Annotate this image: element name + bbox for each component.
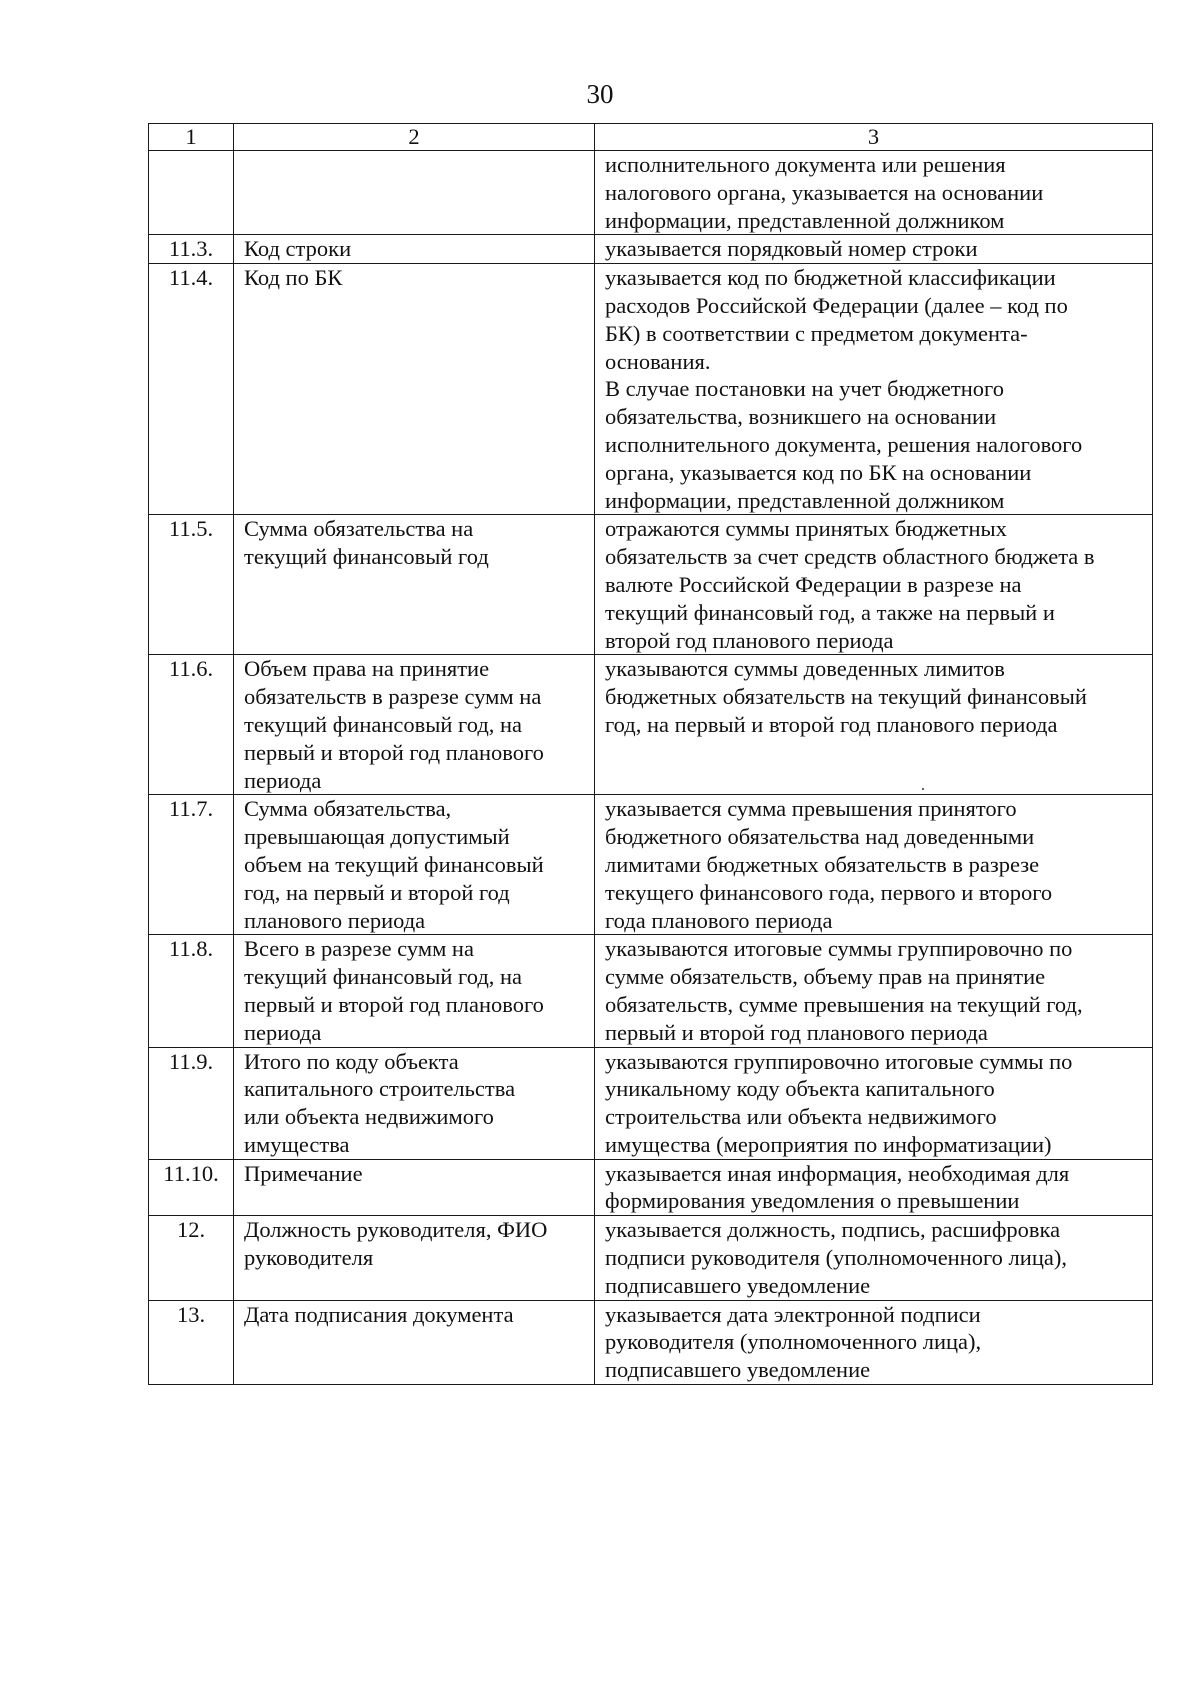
row-number-cell: 12. <box>149 1216 234 1300</box>
field-description-line: года планового периода <box>605 907 833 933</box>
row-number-cell: 11.5. <box>149 515 234 655</box>
field-name-line: первый и второй год планового <box>244 739 544 765</box>
field-description-line: имущества (мероприятия по информатизации) <box>605 1131 1052 1157</box>
row-number-cell: 11.3. <box>149 235 234 264</box>
field-description-line: указывается должность, подпись, расшифровка <box>605 1217 1061 1243</box>
field-description-line: бюджетного обязательства над доведенными <box>605 824 1035 850</box>
row-number-cell <box>149 151 234 235</box>
table-row <box>149 515 1153 655</box>
field-description-line: лимитами бюджетных обязательств в разрезе <box>605 851 1040 877</box>
field-description-line: указывается порядковый номер строки <box>605 236 978 262</box>
field-description-cell <box>595 1216 1153 1300</box>
field-description-line: руководителя (уполномоченного лица), <box>605 1329 982 1355</box>
row-number-cell: 13. <box>149 1300 234 1384</box>
field-description-line: подписавшего уведомление <box>605 1357 871 1383</box>
field-description-cell <box>595 1047 1153 1159</box>
field-description-line: указываются группировочно итоговые суммы по <box>605 1048 1073 1074</box>
field-description-line: подписи руководителя (уполномоченного лица), <box>605 1245 1067 1271</box>
field-name-line: Примечание <box>244 1160 363 1186</box>
field-name-line: текущий финансовый год <box>244 544 489 570</box>
field-name-line: Сумма обязательства, <box>244 796 452 822</box>
field-description-line: первый и второй год планового периода <box>605 1019 988 1045</box>
field-description-line: расходов Российской Федерации (далее – код по <box>605 292 1068 318</box>
field-description-line: указываются суммы доведенных лимитов <box>605 656 1005 682</box>
field-description-line: указывается сумма превышения принятого <box>605 796 1017 822</box>
page-number: 30 <box>586 79 614 109</box>
field-description-cell <box>595 1300 1153 1384</box>
table-row <box>149 1047 1153 1159</box>
field-description-line: год, на первый и второй год планового периода <box>605 711 1058 737</box>
field-name-cell <box>234 235 595 264</box>
field-description-line: обязательства, возникшего на основании <box>605 404 997 430</box>
table-row <box>149 151 1153 235</box>
field-description-line: отражаются суммы принятых бюджетных <box>605 516 1007 542</box>
field-name-line: Итого по коду объекта <box>244 1048 459 1074</box>
field-name-line: Должность руководителя, ФИО <box>244 1217 548 1243</box>
field-description-line: БК) в соответствии с предметом документа- <box>605 320 1028 346</box>
field-name-line: Код по БК <box>244 265 343 291</box>
field-name-cell <box>234 1047 595 1159</box>
field-name-line: Объем права на принятие <box>244 656 490 682</box>
field-description-line: строительства или объекта недвижимого <box>605 1104 997 1130</box>
field-description-line: налогового органа, указывается на основании <box>605 179 1044 205</box>
field-name-cell <box>234 1300 595 1384</box>
field-description-cell <box>595 795 1153 935</box>
field-description-cell <box>595 151 1153 235</box>
field-name-line: текущий финансовый год, на <box>244 711 523 737</box>
field-name-line: объем на текущий финансовый <box>244 851 544 877</box>
header-cell-3: 3 <box>595 124 1153 151</box>
field-name-cell <box>234 655 595 795</box>
row-number-cell: 11.9. <box>149 1047 234 1159</box>
row-number-cell: 11.10. <box>149 1159 234 1216</box>
field-description-cell <box>595 935 1153 1047</box>
field-description-line: бюджетных обязательств на текущий финансовый <box>605 684 1087 710</box>
field-description-line: подписавшего уведомление <box>605 1272 871 1298</box>
field-description-line: указывается иная информация, необходимая для <box>605 1160 1070 1186</box>
field-name-line: превышающая допустимый <box>244 824 510 850</box>
table-body <box>149 124 1153 1385</box>
field-name-line: капитального строительства <box>244 1076 516 1102</box>
field-name-line: Всего в разрезе сумм на <box>244 936 474 962</box>
field-description-line: исполнительного документа, решения налогового <box>605 431 1083 457</box>
field-name-line: имущества <box>244 1131 350 1157</box>
field-name-line: периода <box>244 1019 322 1045</box>
table-row <box>149 1300 1153 1384</box>
table-header-row <box>149 124 1153 151</box>
table-row <box>149 235 1153 264</box>
field-description-line: обязательств, сумме превышения на текущий год, <box>605 991 1083 1017</box>
field-name-cell <box>234 795 595 935</box>
field-name-line: планового периода <box>244 907 426 933</box>
field-name-line: периода <box>244 767 322 793</box>
row-number-cell: 11.8. <box>149 935 234 1047</box>
field-name-line: год, на первый и второй год <box>244 879 510 905</box>
row-number-cell: 11.6. <box>149 655 234 795</box>
field-description-line: формирования уведомления о превышении <box>605 1188 1020 1214</box>
scan-speck <box>922 788 924 790</box>
field-name-cell <box>234 935 595 1047</box>
table-row <box>149 935 1153 1047</box>
field-description-line: основания. <box>605 348 711 374</box>
field-description-cell <box>595 264 1153 515</box>
field-description-cell <box>595 515 1153 655</box>
field-name-cell <box>234 264 595 515</box>
field-description-cell <box>595 1159 1153 1216</box>
field-name-line: обязательств в разрезе сумм на <box>244 684 542 710</box>
field-name-line: или объекта недвижимого <box>244 1104 494 1130</box>
field-name-line: руководителя <box>244 1245 374 1271</box>
field-description-line: указываются итоговые суммы группировочно по <box>605 936 1073 962</box>
document-table <box>148 123 1153 1385</box>
field-name-cell <box>234 151 595 235</box>
field-name-cell <box>234 515 595 655</box>
field-description-line: органа, указывается код по БК на основании <box>605 459 1032 485</box>
field-description-line: текущего финансового года, первого и второго <box>605 879 1053 905</box>
field-name-line: Сумма обязательства на <box>244 516 474 542</box>
table-row <box>149 655 1153 795</box>
field-description-line: текущий финансовый год, а также на первый и <box>605 599 1055 625</box>
header-cell-1: 1 <box>149 124 234 151</box>
row-number-cell: 11.7. <box>149 795 234 935</box>
header-cell-2: 2 <box>234 124 595 151</box>
field-name-cell <box>234 1159 595 1216</box>
field-description-line: информации, представленной должником <box>605 207 1005 233</box>
field-name-line: текущий финансовый год, на <box>244 964 523 990</box>
field-description-line: второй год планового периода <box>605 627 894 653</box>
field-description-line: исполнительного документа или решения <box>605 152 1006 177</box>
field-description-line: информации, представленной должником <box>605 487 1005 513</box>
table-row <box>149 795 1153 935</box>
field-name-line: Дата подписания документа <box>244 1301 514 1327</box>
table-row <box>149 1216 1153 1300</box>
field-description-line: уникальному коду объекта капитального <box>605 1076 995 1102</box>
field-name-line: первый и второй год планового <box>244 991 544 1017</box>
row-number-cell: 11.4. <box>149 264 234 515</box>
field-name-line: Код строки <box>244 236 352 262</box>
field-description-line: сумме обязательств, объему прав на принятие <box>605 964 1046 990</box>
field-description-cell <box>595 655 1153 795</box>
field-description-cell <box>595 235 1153 264</box>
field-description-line: указывается код по бюджетной классификации <box>605 265 1056 291</box>
field-name-cell <box>234 1216 595 1300</box>
field-description-line: В случае постановки на учет бюджетного <box>605 376 1004 402</box>
field-description-line: валюте Российской Федерации в разрезе на <box>605 571 1022 597</box>
table-row <box>149 264 1153 515</box>
field-description-line: обязательств за счет средств областного бюджета в <box>605 544 1095 570</box>
field-description-line: указывается дата электронной подписи <box>605 1301 981 1327</box>
table-row <box>149 1159 1153 1216</box>
